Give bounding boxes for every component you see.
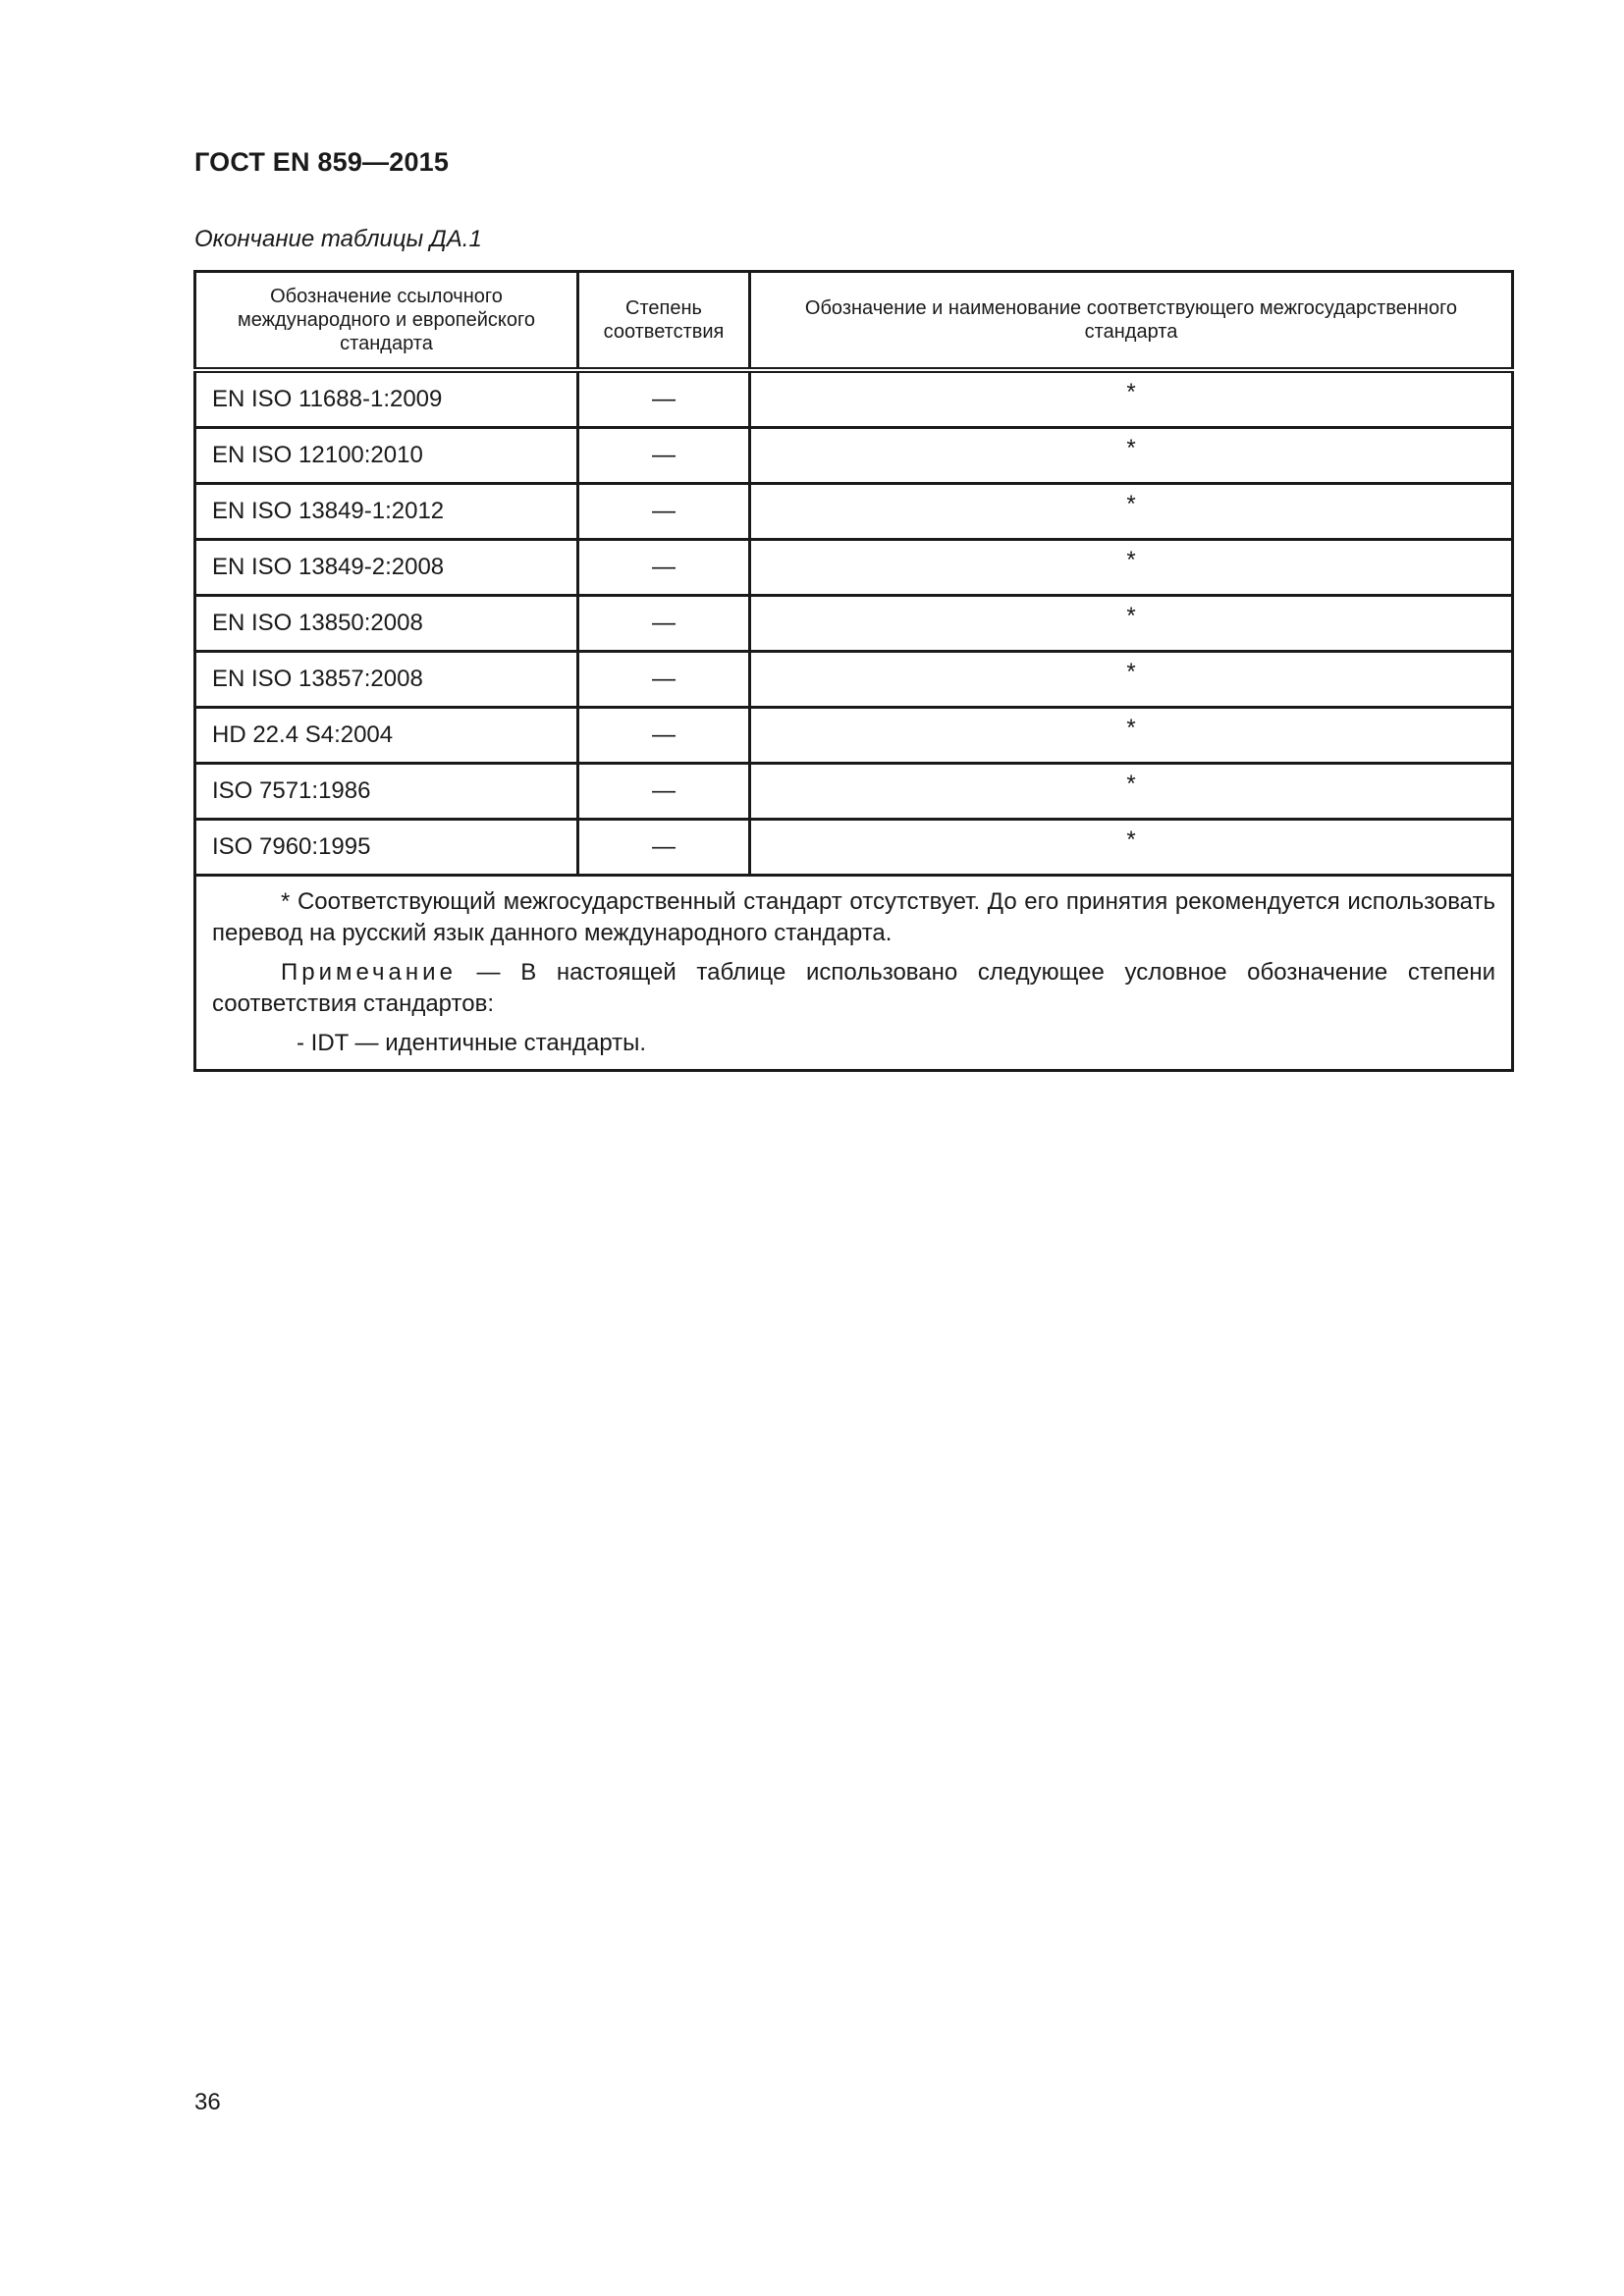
reference-code-cell: EN ISO 13857:2008	[195, 652, 578, 708]
degree-cell: —	[578, 708, 750, 764]
page-number: 36	[194, 2089, 221, 2115]
table-header-row	[195, 272, 1513, 371]
national-standard-cell: *	[750, 428, 1513, 484]
national-standard-cell: *	[750, 652, 1513, 708]
reference-code-cell: ISO 7571:1986	[195, 764, 578, 820]
reference-code-cell: HD 22.4 S4:2004	[195, 708, 578, 764]
degree-cell: —	[578, 820, 750, 876]
degree-cell: —	[578, 370, 750, 428]
reference-code-cell: EN ISO 13849-2:2008	[195, 540, 578, 596]
table-row	[195, 764, 1513, 820]
column-header-degree: Степень соответствия	[578, 272, 750, 371]
degree-cell: —	[578, 596, 750, 652]
table-row	[195, 540, 1513, 596]
national-standard-cell: *	[750, 484, 1513, 540]
degree-cell: —	[578, 484, 750, 540]
column-header-reference-standard: Обозначение ссылочного международного и европейского стандарта	[195, 272, 578, 371]
table-row	[195, 428, 1513, 484]
column-header-national-standard: Обозначение и наименование соответствующего межгосударственного стандарта	[750, 272, 1513, 371]
table-footnote: * Соответствующий межгосударственный стандарт отсутствует. До его принятия рекомендуется использовать перевод на русский язык данного международного стандарта.	[212, 888, 1495, 946]
table-row	[195, 652, 1513, 708]
degree-cell: —	[578, 540, 750, 596]
note-label: Примечание	[281, 959, 457, 986]
reference-code-cell: ISO 7960:1995	[195, 820, 578, 876]
national-standard-cell: *	[750, 596, 1513, 652]
reference-code-cell: EN ISO 12100:2010	[195, 428, 578, 484]
national-standard-cell: *	[750, 708, 1513, 764]
note-list-item: - IDT — идентичные стандарты.	[297, 1030, 647, 1056]
degree-cell: —	[578, 428, 750, 484]
degree-cell: —	[578, 652, 750, 708]
degree-cell: —	[578, 764, 750, 820]
reference-code-cell: EN ISO 13849-1:2012	[195, 484, 578, 540]
national-standard-cell: *	[750, 764, 1513, 820]
table-row	[195, 820, 1513, 876]
table-row	[195, 370, 1513, 428]
table-notes-row	[195, 876, 1513, 1071]
table-caption: Окончание таблицы ДА.1	[194, 226, 482, 252]
table-row	[195, 708, 1513, 764]
reference-code-cell: EN ISO 13850:2008	[195, 596, 578, 652]
reference-standards-table	[193, 270, 1514, 1072]
note-text: — В настоящей таблице использовано следующее условное обозначение степени соответствия стандартов:	[212, 959, 1495, 1017]
table-notes-cell	[195, 876, 1513, 1071]
national-standard-cell: *	[750, 370, 1513, 428]
reference-code-cell: EN ISO 11688-1:2009	[195, 370, 578, 428]
document-title: ГОСТ EN 859—2015	[194, 147, 450, 177]
table-row	[195, 596, 1513, 652]
national-standard-cell: *	[750, 540, 1513, 596]
national-standard-cell: *	[750, 820, 1513, 876]
table-row	[195, 484, 1513, 540]
table-note	[212, 957, 1495, 1020]
